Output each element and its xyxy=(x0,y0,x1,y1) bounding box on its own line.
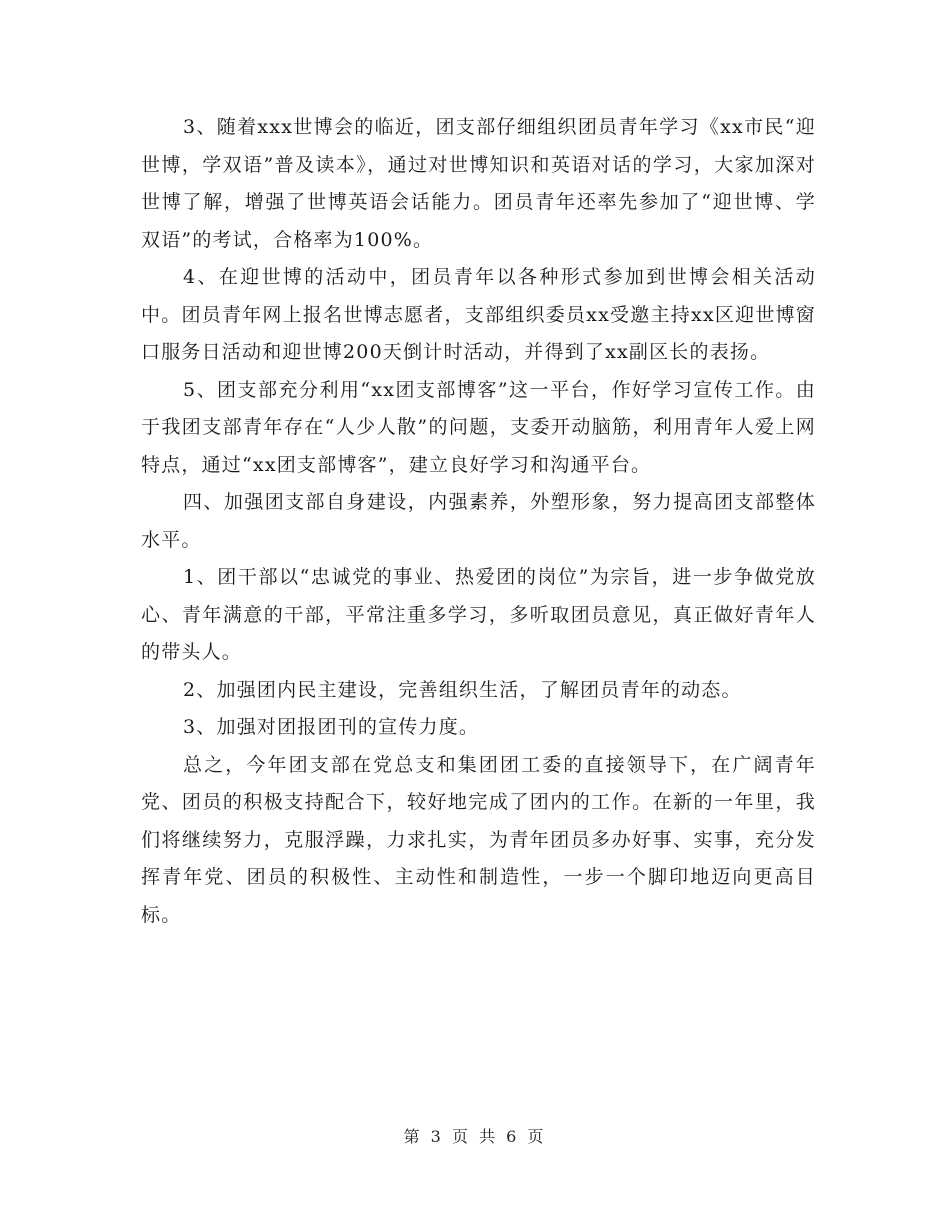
paragraph-item-3-expo-study: 3、随着xxx世博会的临近，团支部仔细组织团员青年学习《xx市民“迎世博，学双语”普及读本》，通过对世博知识和英语对话的学习，大家加深对世博了解，增强了世博英语会话能力。团员青年还率先参加了“迎世博、学双语”的考试，合格率为100%。 xyxy=(141,116,816,251)
section-heading-four: 四、加强团支部自身建设，内强素养，外塑形象，努力提高团支部整体水平。 xyxy=(141,491,816,551)
page-number-footer: 第 3 页 共 6 页 xyxy=(403,1127,547,1146)
paragraph-sub-item-1: 1、团干部以“忠诚党的事业、热爱团的岗位”为宗旨，进一步争做党放心、青年满意的干部，平常注重多学习，多听取团员意见，真正做好青年人的带头人。 xyxy=(141,566,816,663)
paragraph-sub-item-3: 3、加强对团报团刊的宣传力度。 xyxy=(183,716,480,738)
document-body xyxy=(141,109,816,934)
paragraph-item-5-blog: 5、团支部充分利用“xx团支部博客”这一平台，作好学习宣传工作。由于我团支部青年存在“人少人散”的问题，支委开动脑筋，利用青年人爱上网特点，通过“xx团支部博客”，建立良好学习和沟通平台。 xyxy=(141,378,816,476)
paragraph-sub-item-2: 2、加强团内民主建设，完善组织生活，了解团员青年的动态。 xyxy=(183,678,742,701)
paragraph-conclusion: 总之，今年团支部在党总支和集团团工委的直接领导下，在广阔青年党、团员的积极支持配合下，较好地完成了团内的工作。在新的一年里，我们将继续努力，克服浮躁，力求扎实，为青年团员多办好事、实事，充分发挥青年党、团员的积极性、主动性和制造性，一步一个脚印地迈向更高目标。 xyxy=(141,753,816,926)
paragraph-item-4-expo-activities: 4、在迎世博的活动中，团员青年以各种形式参加到世博会相关活动中。团员青年网上报名世博志愿者，支部组织委员xx受邀主持xx区迎世博窗口服务日活动和迎世博200天倒计时活动，并得到了xx副区长的表扬。 xyxy=(141,266,816,363)
